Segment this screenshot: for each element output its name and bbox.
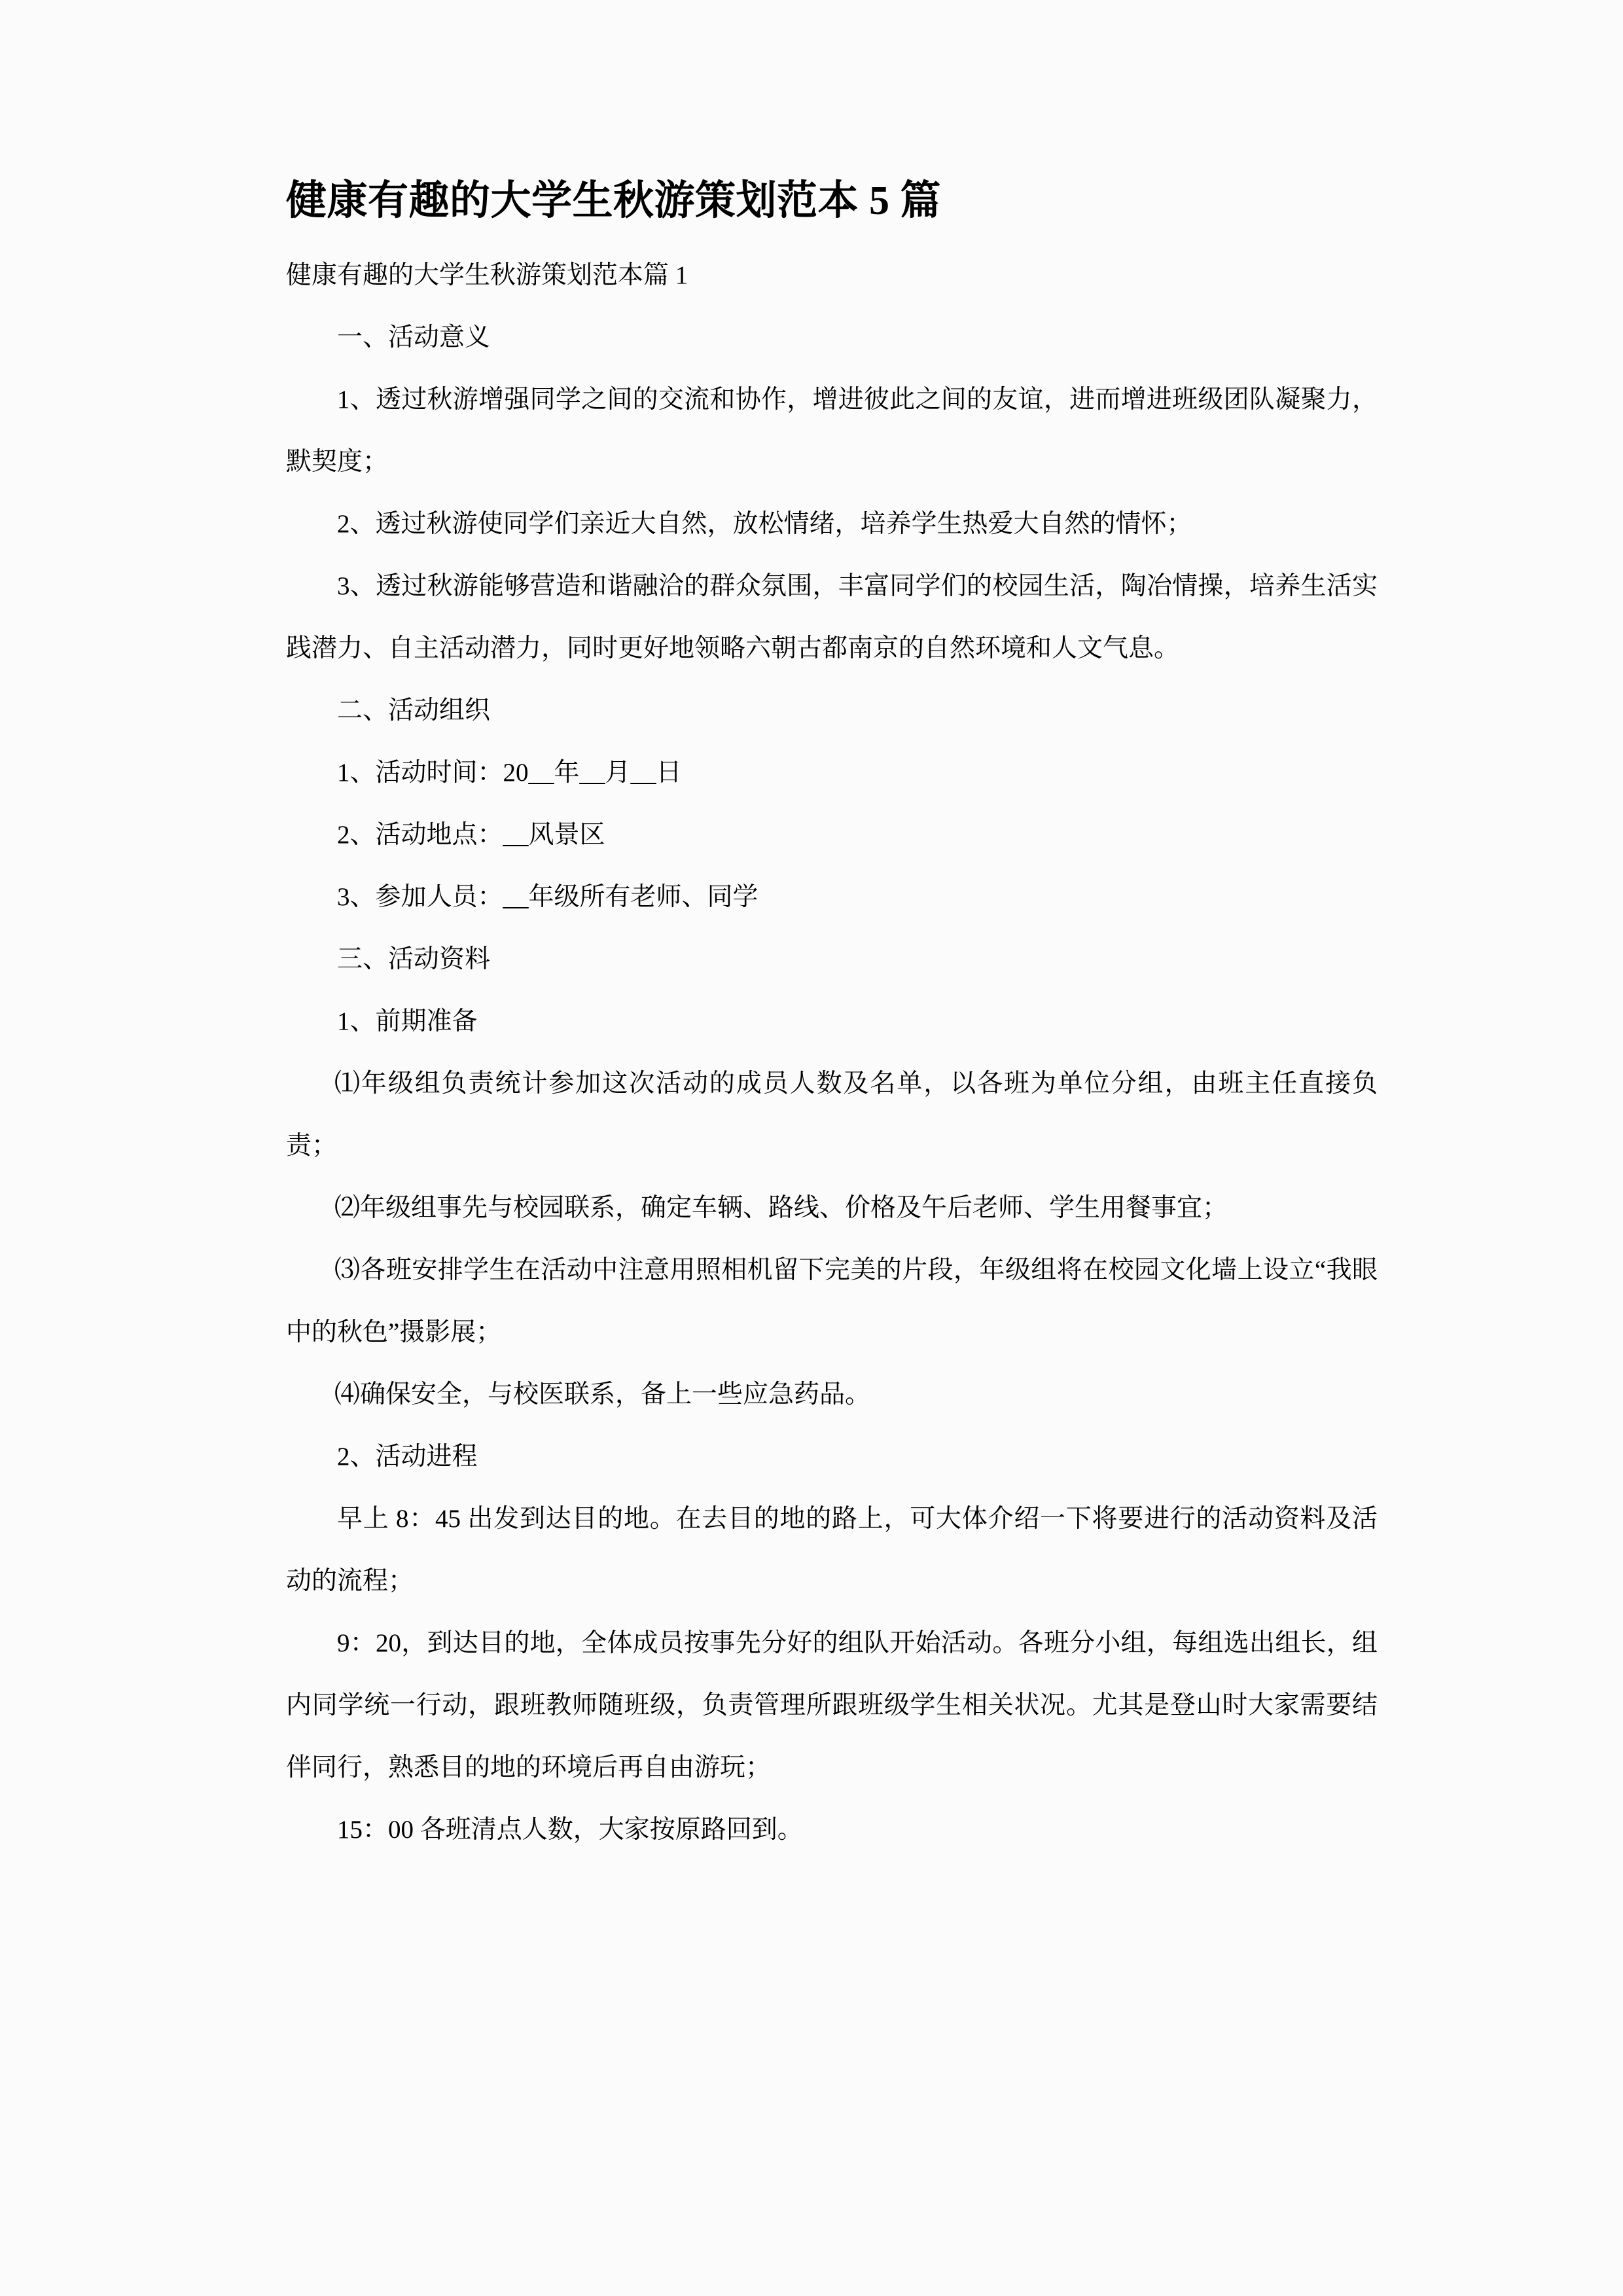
document-subtitle: 健康有趣的大学生秋游策划范本篇 1 bbox=[286, 261, 688, 290]
section-3-paragraph-6: 2、活动进程 bbox=[337, 1443, 478, 1471]
section-3-paragraph-1: 1、前期准备 bbox=[337, 1007, 478, 1036]
section-2-paragraph-1: 1、活动时间：20__年__月__日 bbox=[337, 759, 682, 787]
section-1-paragraph-1: 1、透过秋游增强同学之间的交流和协作，增进彼此之间的友谊，进而增进班级团队凝聚力，默契度； bbox=[286, 386, 1378, 476]
document-body bbox=[286, 175, 1378, 1861]
section-3-paragraph-7: 早上 8：45 出发到达目的地。在去目的地的路上，可大体介绍一下将要进行的活动资料及活动的流程； bbox=[286, 1505, 1378, 1596]
section-heading-3: 三、活动资料 bbox=[337, 945, 491, 974]
section-3-paragraph-3: ⑵年级组事先与校园联系，确定车辆、路线、价格及午后老师、学生用餐事宜； bbox=[334, 1194, 1228, 1223]
page-title: 健康有趣的大学生秋游策划范本 5 篇 bbox=[286, 179, 942, 223]
section-2-paragraph-2: 2、活动地点：__风景区 bbox=[337, 821, 605, 850]
section-1-paragraph-2: 2、透过秋游使同学们亲近大自然，放松情绪，培养学生热爱大自然的情怀； bbox=[337, 510, 1192, 539]
section-3-paragraph-4: ⑶各班安排学生在活动中注意用照相机留下完美的片段，年级组将在校园文化墙上设立“我眼中的秋色”摄影展； bbox=[286, 1256, 1378, 1347]
section-3-paragraph-8: 9：20，到达目的地，全体成员按事先分好的组队开始活动。各班分小组，每组选出组长，组内同学统一行动，跟班教师随班级，负责管理所跟班级学生相关状况。尤其是登山时大家需要结伴同行，熟悉目的地的环境后再自由游玩； bbox=[286, 1629, 1378, 1782]
section-3-paragraph-9: 15：00 各班清点人数，大家按原路回到。 bbox=[337, 1816, 803, 1844]
section-2-paragraph-3: 3、参加人员：__年级所有老师、同学 bbox=[337, 883, 758, 912]
section-1-paragraph-3: 3、透过秋游能够营造和谐融洽的群众氛围，丰富同学们的校园生活，陶冶情操，培养生活实践潜力、自主活动潜力，同时更好地领略六朝古都南京的自然环境和人文气息。 bbox=[286, 572, 1378, 663]
section-heading-1: 一、活动意义 bbox=[337, 323, 491, 352]
section-heading-2: 二、活动组织 bbox=[337, 696, 491, 725]
section-3-paragraph-5: ⑷确保安全，与校医联系，备上一些应急药品。 bbox=[334, 1380, 871, 1409]
section-3-paragraph-2: ⑴年级组负责统计参加这次活动的成员人数及名单，以各班为单位分组，由班主任直接负责； bbox=[286, 1069, 1378, 1160]
